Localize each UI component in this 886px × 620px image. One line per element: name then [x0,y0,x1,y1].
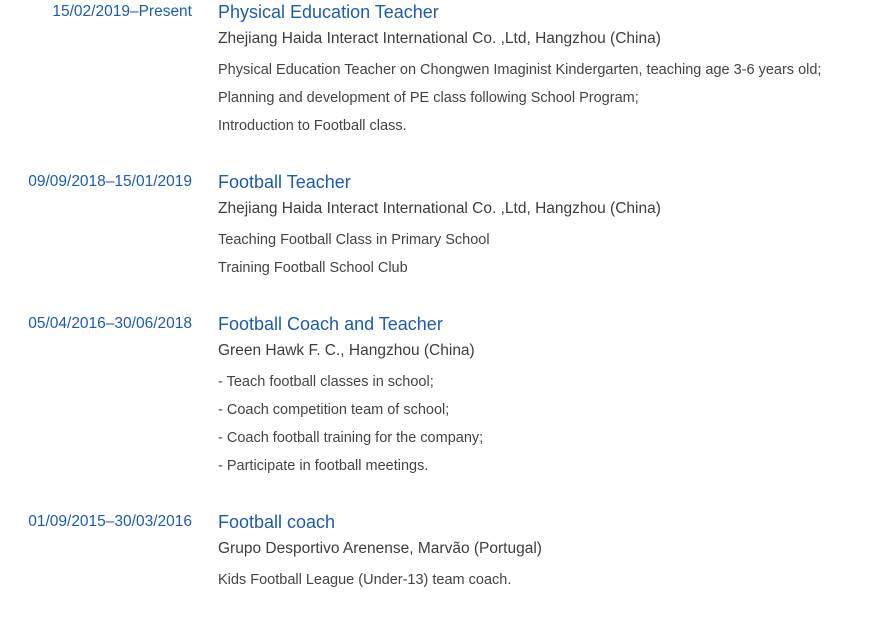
entry-detail-line: - Coach competition team of school; [218,402,450,418]
entry-detail-line: - Participate in football meetings. [218,458,429,474]
experience-entry [0,0,886,140]
entry-dates: 15/02/2019–Present [52,3,192,20]
entry-job-title: Football Coach and Teacher [218,314,443,334]
entry-detail-line: Physical Education Teacher on Chongwen Imaginist Kindergarten, teaching age 3-6 years old; [218,62,822,78]
entry-details [218,56,886,140]
entry-job-title: Physical Education Teacher [218,2,439,22]
entry-content [218,0,886,140]
experience-entry [0,510,886,594]
entry-detail-line: - Coach football training for the company; [218,430,484,446]
experience-entry [0,170,886,282]
entry-detail-line: Kids Football League (Under-13) team coach. [218,572,512,588]
entry-details [218,368,886,480]
entry-detail-line: Training Football School Club [218,260,408,276]
entry-content [218,170,886,282]
entry-details [218,226,886,282]
entry-content [218,510,886,594]
entry-organization: Green Hawk F. C., Hangzhou (China) [218,342,475,359]
entry-detail-line: Planning and development of PE class following School Program; [218,90,639,106]
entry-detail-line: Teaching Football Class in Primary School [218,232,490,248]
entry-organization: Zhejiang Haida Interact International Co. ,Ltd, Hangzhou (China) [218,30,661,47]
entry-job-title: Football coach [218,512,336,532]
entry-organization: Grupo Desportivo Arenense, Marvão (Portugal) [218,540,542,557]
entry-dates: 09/09/2018–15/01/2019 [28,173,192,190]
entry-dates: 05/04/2016–30/06/2018 [28,315,192,332]
entry-dates: 01/09/2015–30/03/2016 [28,513,192,530]
entry-detail-line: - Teach football classes in school; [218,374,434,390]
entry-content [218,312,886,480]
entry-detail-line: Introduction to Football class. [218,118,407,134]
entry-details [218,566,886,594]
entry-organization: Zhejiang Haida Interact International Co. ,Ltd, Hangzhou (China) [218,200,661,217]
experience-entry [0,312,886,480]
entry-job-title: Football Teacher [218,172,351,192]
